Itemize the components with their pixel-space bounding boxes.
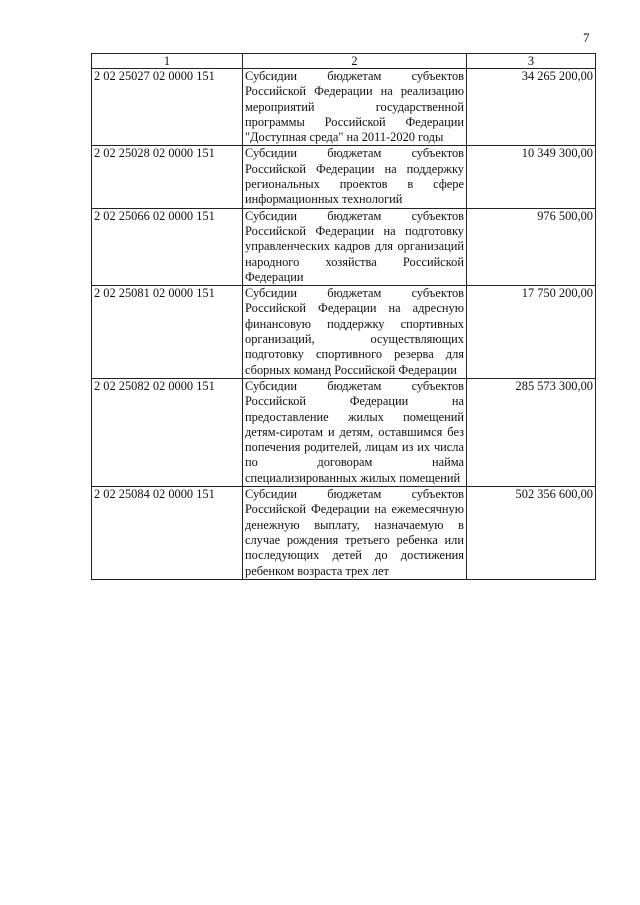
amount: 10 349 300,00 bbox=[467, 146, 596, 208]
amount: 976 500,00 bbox=[467, 208, 596, 285]
page-number: 7 bbox=[583, 30, 590, 45]
amount: 285 573 300,00 bbox=[467, 378, 596, 486]
table-row bbox=[92, 378, 596, 486]
table-row bbox=[92, 69, 596, 146]
subsidy-description: Субсидии бюджетам субъектов Российской Федерации на ежемесячную денежную выплату, назначаемую в случае рождения третьего ребенка или последующих детей до достижения ребенком возраста трех лет bbox=[243, 487, 467, 580]
amount: 502 356 600,00 bbox=[467, 487, 596, 580]
column-header-1: 1 bbox=[92, 54, 243, 69]
table-row bbox=[92, 487, 596, 580]
subsidy-description: Субсидии бюджетам субъектов Российской Федерации на адресную финансовую поддержку спортивных организаций, осуществляющих подготовку спортивного резерва для сборных команд Российской Федерации bbox=[243, 286, 467, 379]
budget-code: 2 02 25066 02 0000 151 bbox=[92, 208, 243, 285]
subsidy-description: Субсидии бюджетам субъектов Российской Федерации на поддержку региональных проектов в сфере информационных технологий bbox=[243, 146, 467, 208]
amount: 17 750 200,00 bbox=[467, 286, 596, 379]
subsidy-description: Субсидии бюджетам субъектов Российской Федерации на реализацию мероприятий государственной программы Российской Федерации "Доступная среда" на 2011-2020 годы bbox=[243, 69, 467, 146]
header-row bbox=[92, 54, 596, 69]
budget-code: 2 02 25028 02 0000 151 bbox=[92, 146, 243, 208]
table-row bbox=[92, 286, 596, 379]
budget-code: 2 02 25082 02 0000 151 bbox=[92, 378, 243, 486]
column-header-2: 2 bbox=[243, 54, 467, 69]
subsidy-description: Субсидии бюджетам субъектов Российской Федерации на предоставление жилых помещений детям-сиротам и детям, оставшимся без попечения родителей, лицам из их числа по договорам найма специализированных жилых помещений bbox=[243, 378, 467, 486]
budget-code: 2 02 25084 02 0000 151 bbox=[92, 487, 243, 580]
budget-table bbox=[91, 53, 596, 580]
table-row bbox=[92, 208, 596, 285]
column-header-3: 3 bbox=[467, 54, 596, 69]
subsidy-description: Субсидии бюджетам субъектов Российской Федерации на подготовку управленческих кадров для организаций народного хозяйства Российской Федерации bbox=[243, 208, 467, 285]
amount: 34 265 200,00 bbox=[467, 69, 596, 146]
budget-code: 2 02 25081 02 0000 151 bbox=[92, 286, 243, 379]
table-row bbox=[92, 146, 596, 208]
budget-code: 2 02 25027 02 0000 151 bbox=[92, 69, 243, 146]
